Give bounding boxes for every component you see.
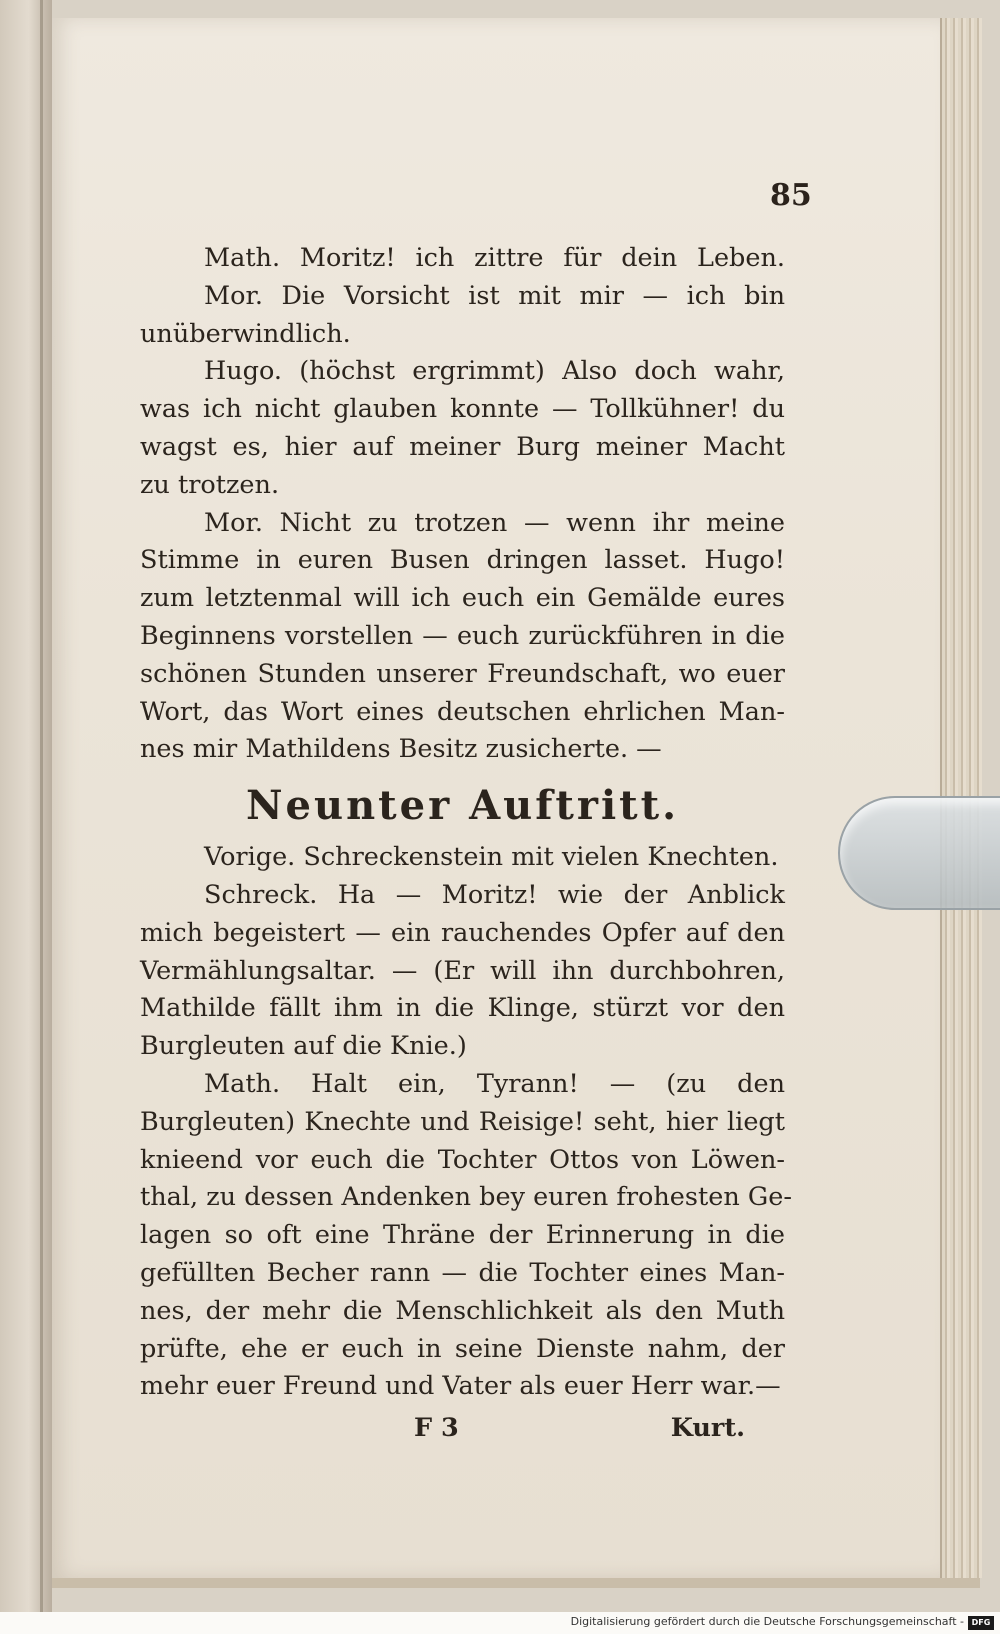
page-edge-bottom bbox=[52, 1578, 980, 1588]
text-line: Beginnens vorstellen — euch zurückführen in die bbox=[140, 620, 785, 651]
text-line: mehr euer Freund und Vater als euer Herr war.— bbox=[140, 1371, 781, 1402]
text-section-1 bbox=[140, 240, 785, 769]
signature-mark: F 3 bbox=[414, 1413, 459, 1444]
text-line: Vermählungsaltar. — (Er will ihn durchbohren, bbox=[140, 955, 785, 986]
text-line: Vorige. Schreckenstein mit vielen Knechten. bbox=[204, 842, 779, 873]
page-text bbox=[140, 240, 792, 1450]
page-number: 85 bbox=[770, 178, 812, 213]
text-line: Mathilde fällt ihm in die Klinge, stürzt vor den bbox=[140, 993, 785, 1024]
text-line: zu trotzen. bbox=[140, 469, 280, 500]
scene-heading: Neunter Auftritt. bbox=[245, 782, 680, 830]
scanner-clip bbox=[838, 796, 1000, 910]
text-line: Wort, das Wort eines deutschen ehrlichen Man- bbox=[140, 696, 785, 727]
left-page-fragment bbox=[0, 0, 52, 1612]
text-line: Hugo. (höchst ergrimmt) Also doch wahr, bbox=[204, 356, 785, 387]
gutter-line bbox=[40, 0, 43, 1612]
text-line: Mor. Die Vorsicht ist mit mir — ich bin bbox=[204, 280, 785, 311]
text-line: Stimme in euren Busen dringen lasset. Hugo! bbox=[140, 545, 785, 576]
text-line: Schreck. Ha — Moritz! wie der Anblick bbox=[204, 879, 785, 910]
catchword: Kurt. bbox=[670, 1413, 745, 1444]
text-section-2 bbox=[140, 839, 792, 1406]
text-line: lagen so oft eine Thräne der Erinnerung in die bbox=[140, 1220, 785, 1251]
text-line: Math. Halt ein, Tyrann! — (zu den bbox=[204, 1068, 785, 1099]
footer-bar bbox=[0, 1612, 1000, 1634]
text-line: prüfte, ehe er euch in seine Dienste nahm, der bbox=[140, 1333, 785, 1364]
text-line: unüberwindlich. bbox=[140, 318, 351, 349]
text-line: knieend vor euch die Tochter Ottos von Löwen- bbox=[140, 1144, 785, 1175]
text-line: thal, zu dessen Andenken bey euren frohesten Ge- bbox=[140, 1182, 792, 1213]
footer-credit: Digitalisierung gefördert durch die Deutsche Forschungsgemeinschaft - bbox=[570, 1615, 964, 1628]
dfg-logo: DFG bbox=[968, 1616, 994, 1630]
text-line: mich begeistert — ein rauchendes Opfer auf den bbox=[140, 917, 785, 948]
page-footer-marks bbox=[140, 1406, 785, 1450]
text-line: schönen Stunden unserer Freundschaft, wo euer bbox=[140, 658, 785, 689]
text-line: zum letztenmal will ich euch ein Gemälde eures bbox=[140, 583, 785, 614]
text-line: wagst es, hier auf meiner Burg meiner Macht bbox=[140, 431, 785, 462]
text-line: Mor. Nicht zu trotzen — wenn ihr meine bbox=[204, 507, 785, 538]
text-line: Burgleuten auf die Knie.) bbox=[140, 1031, 467, 1062]
text-line: gefüllten Becher rann — die Tochter eines Man- bbox=[140, 1257, 785, 1288]
text-line: Math. Moritz! ich zittre für dein Leben. bbox=[204, 243, 785, 273]
text-line: nes mir Mathildens Besitz zusicherte. — bbox=[140, 734, 662, 765]
text-line: nes, der mehr die Menschlichkeit als den Muth bbox=[140, 1295, 785, 1326]
text-line: was ich nicht glauben konnte — Tollkühner! du bbox=[140, 394, 785, 425]
text-line: Burgleuten) Knechte und Reisige! seht, hier liegt bbox=[140, 1106, 785, 1137]
